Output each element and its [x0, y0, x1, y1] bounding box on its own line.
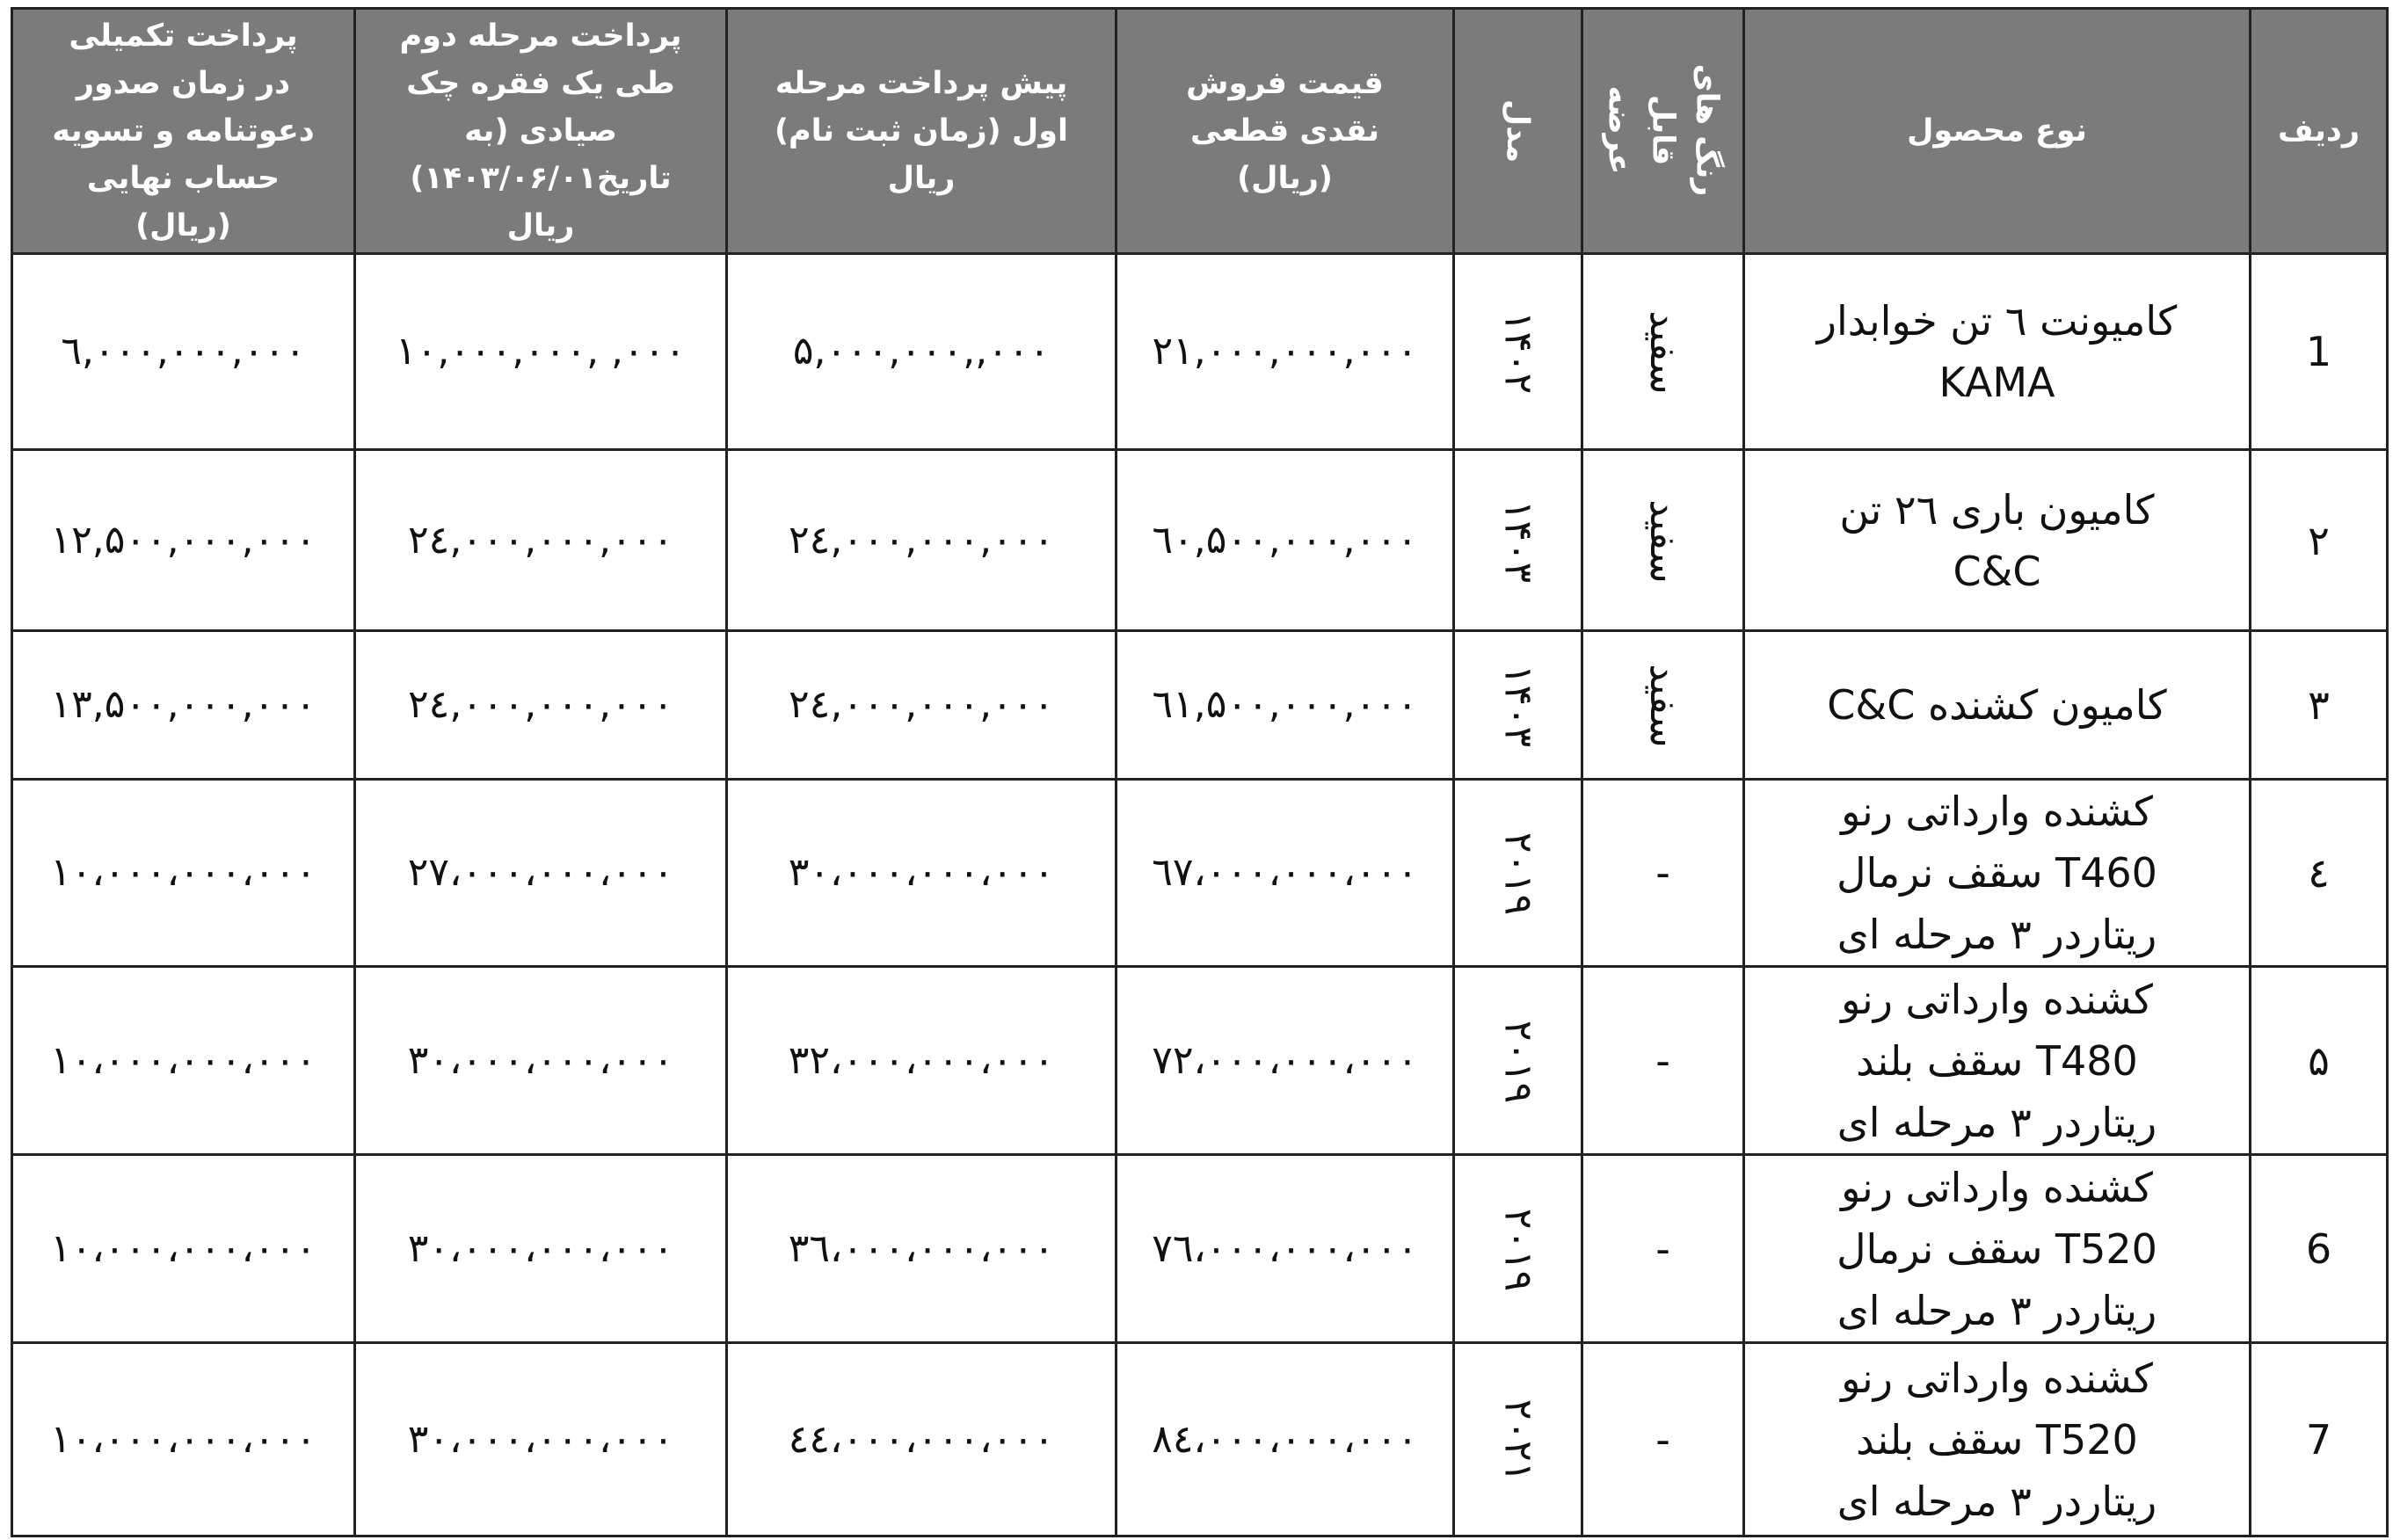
- prepayment: [727, 967, 1116, 1155]
- color-value: سفید: [1640, 664, 1686, 748]
- cash-price: [1116, 1155, 1454, 1343]
- header-prepayment: [727, 9, 1116, 254]
- final-payment: [12, 967, 355, 1155]
- header-cash-price: [1116, 9, 1454, 254]
- header-colors: [1582, 9, 1744, 254]
- header-label: رنگ های قابل عرضه: [1601, 63, 1725, 197]
- model-cell: [1454, 450, 1582, 631]
- table-row: [12, 967, 2388, 1155]
- final-payment: [12, 254, 355, 450]
- model-value: ۲۰۱۹: [1495, 832, 1541, 916]
- second-payment: [355, 1343, 727, 1536]
- second-payment: [355, 631, 727, 780]
- cash-price: [1116, 1343, 1454, 1536]
- color-cell: [1582, 631, 1744, 780]
- cash-price: [1116, 631, 1454, 780]
- header-row-number: [2251, 9, 2388, 254]
- table-row: [12, 254, 2388, 450]
- header-label: پیش پرداخت مرحله اول (زمان ثبت نام) ریال: [775, 66, 1068, 196]
- header-label: پرداخت مرحله دوم طی یک فقره چک صیادی (به تاریخ۱۴۰۳/۰۶/۰۱) ریال: [399, 18, 682, 243]
- final-payment-value: ۱۳,۵۰۰,۰۰۰,۰۰۰: [50, 682, 316, 727]
- product-name: کامیونت ٦ تن خوابدار KAMA: [1744, 254, 2251, 450]
- prepayment-value: ۲٤,۰۰۰,۰۰۰,۰۰۰: [789, 682, 1054, 727]
- row-number: ۲: [2251, 450, 2388, 631]
- price-table-container: [11, 7, 2389, 1537]
- cash-price: [1116, 254, 1454, 450]
- header-row: [12, 9, 2388, 254]
- prepayment-value: ۳٦،۰۰۰،۰۰۰،۰۰۰: [788, 1225, 1055, 1271]
- header-label: مدل: [1500, 98, 1536, 163]
- cash-price-value: ٦۱,۵۰۰,۰۰۰,۰۰۰: [1152, 682, 1418, 727]
- second-payment-value: ۲٧،۰۰۰،۰۰۰،۰۰۰: [407, 850, 674, 895]
- second-payment-value: ۳۰،۰۰۰،۰۰۰،۰۰۰: [407, 1416, 674, 1462]
- prepayment-value: ۳۲،۰۰۰،۰۰۰،۰۰۰: [788, 1037, 1055, 1083]
- row-number: ۵: [2251, 967, 2388, 1155]
- table-body: [12, 254, 2388, 1536]
- header-label: پرداخت تکمیلی در زمان صدور دعوتنامه و تسویه حساب نهایی (ریال): [52, 18, 315, 243]
- color-value: -: [1655, 1415, 1670, 1464]
- final-payment: [12, 1155, 355, 1343]
- model-cell: [1454, 254, 1582, 450]
- color-cell: [1582, 967, 1744, 1155]
- model-cell: [1454, 967, 1582, 1155]
- prepayment: [727, 450, 1116, 631]
- table-row: [12, 450, 2388, 631]
- second-payment: [355, 254, 727, 450]
- prepayment-value: ۵,۰۰۰,۰۰۰,,۰۰۰: [792, 329, 1051, 374]
- header-product-type: [1744, 9, 2251, 254]
- row-number: 1: [2251, 254, 2388, 450]
- header-label: نوع محصول: [1907, 113, 2087, 149]
- final-payment-value: ۱۰،۰۰۰،۰۰۰،۰۰۰: [50, 1225, 316, 1271]
- color-cell: [1582, 1155, 1744, 1343]
- prepayment-value: ۲٤,۰۰۰,۰۰۰,۰۰۰: [789, 517, 1054, 563]
- final-payment-value: ۱۰،۰۰۰،۰۰۰،۰۰۰: [50, 1037, 316, 1083]
- model-value: ۱۴۰۳: [1495, 499, 1541, 583]
- second-payment: [355, 450, 727, 631]
- table-row: [12, 1155, 2388, 1343]
- final-payment: [12, 450, 355, 631]
- prepayment: [727, 1155, 1116, 1343]
- final-payment-value: ۱۰،۰۰۰،۰۰۰،۰۰۰: [50, 1416, 316, 1462]
- model-value: ۲۰۱۹: [1495, 1020, 1541, 1103]
- table-row: [12, 1343, 2388, 1536]
- final-payment-value: ۱۰،۰۰۰،۰۰۰،۰۰۰: [50, 850, 316, 895]
- cash-price: [1116, 450, 1454, 631]
- model-cell: [1454, 631, 1582, 780]
- product-name: کامیون باری ۲٦ تن C&C: [1744, 450, 2251, 631]
- header-label: قیمت فروش نقدی قطعی (ریال): [1186, 66, 1384, 196]
- model-value: ۱۴۰۲: [1495, 310, 1541, 395]
- second-payment-value: ۳۰،۰۰۰،۰۰۰،۰۰۰: [407, 1225, 674, 1271]
- prepayment-value: ۳۰،۰۰۰،۰۰۰،۰۰۰: [788, 850, 1055, 895]
- color-cell: [1582, 254, 1744, 450]
- final-payment-value: ٦,۰۰۰,۰۰۰,۰۰۰: [61, 329, 306, 374]
- cash-price-value: ٧۲،۰۰۰،۰۰۰،۰۰۰: [1152, 1037, 1418, 1083]
- prepayment: [727, 780, 1116, 967]
- product-name: کشنده وارداتی رنو T520 سقف نرمال ریتاردر ۳ مرحله ای: [1744, 1155, 2251, 1343]
- prepayment: [727, 631, 1116, 780]
- color-value: -: [1655, 849, 1670, 897]
- product-name: کشنده وارداتی رنو T480 سقف بلند ریتاردر ۳ مرحله ای: [1744, 967, 2251, 1155]
- header-label: ردیف: [2278, 113, 2360, 149]
- color-cell: [1582, 780, 1744, 967]
- final-payment-value: ۱۲,۵۰۰,۰۰۰,۰۰۰: [50, 517, 316, 563]
- model-cell: [1454, 1155, 1582, 1343]
- final-payment: [12, 631, 355, 780]
- row-number: ۳: [2251, 631, 2388, 780]
- color-value: -: [1655, 1036, 1670, 1085]
- cash-price-value: ۲۱,۰۰۰,۰۰۰,۰۰۰: [1152, 329, 1418, 374]
- cash-price-value: ٧٦،۰۰۰،۰۰۰،۰۰۰: [1152, 1225, 1418, 1271]
- model-value: ۲۰۲۱: [1495, 1398, 1541, 1482]
- second-payment-value: ۲٤,۰۰۰,۰۰۰,۰۰۰: [408, 682, 673, 727]
- color-cell: [1582, 450, 1744, 631]
- color-value: -: [1655, 1224, 1670, 1273]
- row-number: 6: [2251, 1155, 2388, 1343]
- second-payment: [355, 780, 727, 967]
- prepayment: [727, 1343, 1116, 1536]
- cash-price-value: ٦۰,۵۰۰,۰۰۰,۰۰۰: [1152, 517, 1418, 563]
- price-table: [11, 7, 2389, 1537]
- model-value: ۱۴۰۳: [1495, 664, 1541, 748]
- final-payment: [12, 1343, 355, 1536]
- header-second-payment: [355, 9, 727, 254]
- second-payment-value: ۱۰,۰۰۰,۰۰۰, ,۰۰۰: [396, 329, 686, 374]
- cash-price-value: ۸٤،۰۰۰،۰۰۰،۰۰۰: [1152, 1416, 1418, 1462]
- cash-price: [1116, 967, 1454, 1155]
- row-number: 7: [2251, 1343, 2388, 1536]
- prepayment-value: ٤٤،۰۰۰،۰۰۰،۰۰۰: [788, 1416, 1055, 1462]
- table-row: [12, 780, 2388, 967]
- second-payment-value: ۳۰،۰۰۰،۰۰۰،۰۰۰: [407, 1037, 674, 1083]
- final-payment: [12, 780, 355, 967]
- second-payment: [355, 1155, 727, 1343]
- product-name: کامیون کشنده C&C: [1744, 631, 2251, 780]
- product-name: کشنده وارداتی رنو T520 سقف بلند ریتاردر ۳ مرحله ای: [1744, 1343, 2251, 1536]
- cash-price: [1116, 780, 1454, 967]
- cash-price-value: ٦٧،۰۰۰،۰۰۰،۰۰۰: [1152, 850, 1418, 895]
- product-name: کشنده وارداتی رنو T460 سقف نرمال ریتاردر ۳ مرحله ای: [1744, 780, 2251, 967]
- model-cell: [1454, 780, 1582, 967]
- prepayment: [727, 254, 1116, 450]
- header-model: [1454, 9, 1582, 254]
- color-cell: [1582, 1343, 1744, 1536]
- model-cell: [1454, 1343, 1582, 1536]
- model-value: ۲۰۱۹: [1495, 1208, 1541, 1291]
- color-value: سفید: [1640, 310, 1686, 395]
- header-final-payment: [12, 9, 355, 254]
- second-payment-value: ۲٤,۰۰۰,۰۰۰,۰۰۰: [408, 517, 673, 563]
- color-value: سفید: [1640, 498, 1686, 584]
- second-payment: [355, 967, 727, 1155]
- table-header: [12, 9, 2388, 254]
- table-row: [12, 631, 2388, 780]
- row-number: ٤: [2251, 780, 2388, 967]
